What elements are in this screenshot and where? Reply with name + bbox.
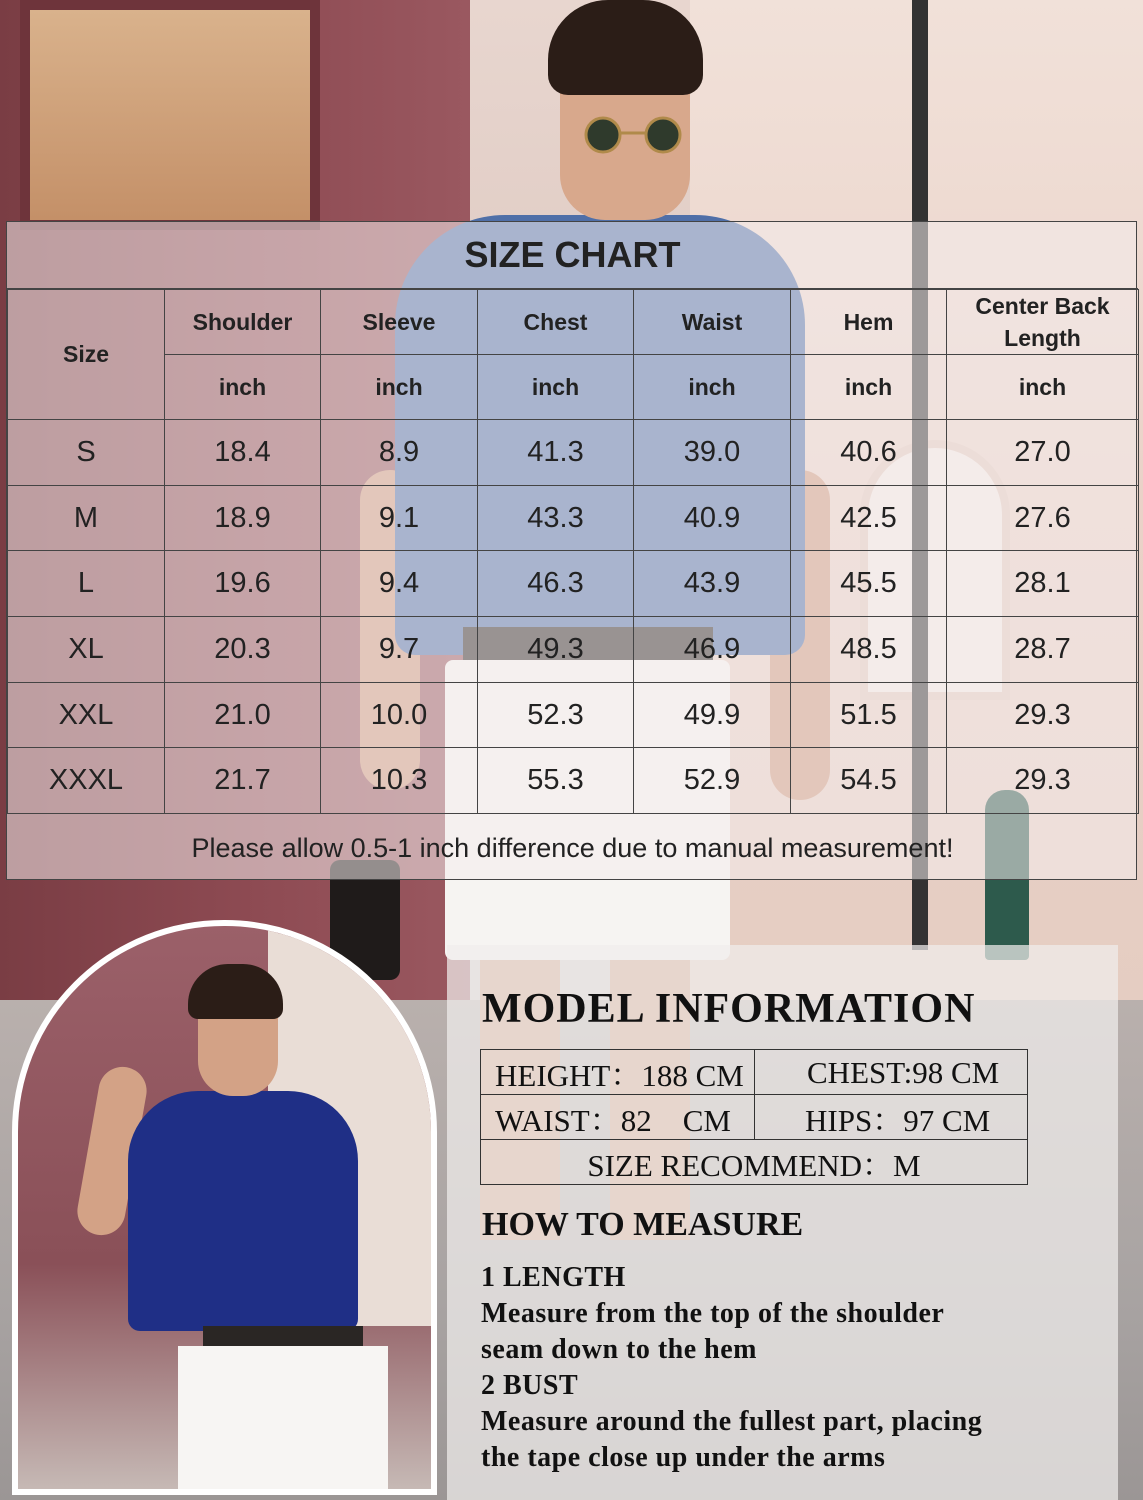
- shoulder-cell: 18.4: [165, 420, 321, 486]
- model-waist: WAIST：82 CM: [495, 1103, 731, 1138]
- column-header-sleeve: Sleeve: [321, 290, 478, 355]
- how-to-measure-title: HOW TO MEASURE: [482, 1206, 804, 1243]
- model-info-row: [481, 1095, 1027, 1140]
- size-chart-title: SIZE CHART: [7, 222, 1138, 289]
- background-shop-window: [20, 0, 320, 230]
- column-header-hem: Hem: [791, 290, 947, 355]
- size-chart-table: [7, 289, 1139, 814]
- header-row: [8, 290, 1139, 355]
- waist-cell: 39.0: [634, 420, 791, 486]
- measure-item-text: seam down to the hem: [481, 1334, 757, 1365]
- measure-item-text: Measure around the fullest part, placing: [481, 1406, 983, 1437]
- inset-model-photo: [12, 920, 437, 1495]
- hem-cell: 51.5: [791, 682, 947, 748]
- shoulder-cell: 21.7: [165, 748, 321, 814]
- column-header-shoulder: Shoulder: [165, 290, 321, 355]
- measure-item-text: the tape close up under the arms: [481, 1442, 886, 1473]
- model-info-table: [480, 1049, 1028, 1185]
- size-chart: [6, 221, 1137, 880]
- size-cell: XL: [8, 617, 165, 683]
- waist-cell: 43.9: [634, 551, 791, 617]
- table-row: [8, 617, 1139, 683]
- sunglasses-icon: [568, 115, 698, 155]
- model-height: HEIGHT：188 CM: [495, 1058, 744, 1093]
- model-chest: CHEST:98 CM: [807, 1054, 1000, 1090]
- shoulder-cell: 20.3: [165, 617, 321, 683]
- size-cell: XXXL: [8, 748, 165, 814]
- unit-row: [8, 355, 1139, 420]
- unit-label: inch: [321, 355, 478, 420]
- hem-cell: 48.5: [791, 617, 947, 683]
- inset-model-shorts: [178, 1346, 388, 1495]
- model-size-recommend: SIZE RECOMMEND：M: [587, 1148, 921, 1183]
- chest-cell: 43.3: [478, 485, 634, 551]
- table-row: [8, 551, 1139, 617]
- table-row: [8, 485, 1139, 551]
- chest-cell: 46.3: [478, 551, 634, 617]
- table-row: [8, 748, 1139, 814]
- sleeve-cell: 10.0: [321, 682, 478, 748]
- center-back-length-cell: 27.0: [947, 420, 1139, 486]
- model-info-row: [481, 1050, 1027, 1095]
- unit-label: inch: [165, 355, 321, 420]
- shoulder-cell: 18.9: [165, 485, 321, 551]
- table-row: [8, 420, 1139, 486]
- hem-cell: 40.6: [791, 420, 947, 486]
- chest-cell: 52.3: [478, 682, 634, 748]
- sleeve-cell: 9.7: [321, 617, 478, 683]
- center-back-length-cell: 29.3: [947, 682, 1139, 748]
- center-back-length-cell: 28.7: [947, 617, 1139, 683]
- model-info-row: [481, 1140, 1027, 1185]
- hem-cell: 42.5: [791, 485, 947, 551]
- waist-cell: 52.9: [634, 748, 791, 814]
- inset-model-shirt: [128, 1091, 358, 1331]
- shoulder-cell: 21.0: [165, 682, 321, 748]
- column-header-center-back-length: Center Back Length: [947, 290, 1139, 355]
- column-header-size: Size: [8, 290, 165, 420]
- sleeve-cell: 9.1: [321, 485, 478, 551]
- inset-model-belt: [203, 1326, 363, 1348]
- chest-cell: 49.3: [478, 617, 634, 683]
- waist-cell: 49.9: [634, 682, 791, 748]
- unit-label: inch: [634, 355, 791, 420]
- model-info-title: MODEL INFORMATION: [482, 986, 976, 1032]
- chest-cell: 55.3: [478, 748, 634, 814]
- center-back-length-cell: 27.6: [947, 485, 1139, 551]
- waist-cell: 40.9: [634, 485, 791, 551]
- hem-cell: 45.5: [791, 551, 947, 617]
- size-cell: L: [8, 551, 165, 617]
- column-header-chest: Chest: [478, 290, 634, 355]
- unit-label: inch: [947, 355, 1139, 420]
- model-hair: [548, 0, 703, 95]
- size-cell: S: [8, 420, 165, 486]
- sleeve-cell: 8.9: [321, 420, 478, 486]
- measure-item-title: 1 LENGTH: [481, 1262, 626, 1293]
- sleeve-cell: 9.4: [321, 551, 478, 617]
- measure-item-title: 2 BUST: [481, 1370, 579, 1401]
- hem-cell: 54.5: [791, 748, 947, 814]
- measure-item-text: Measure from the top of the shoulder: [481, 1298, 945, 1329]
- unit-label: inch: [791, 355, 947, 420]
- size-cell: XXL: [8, 682, 165, 748]
- chest-cell: 41.3: [478, 420, 634, 486]
- center-back-length-cell: 28.1: [947, 551, 1139, 617]
- unit-label: inch: [478, 355, 634, 420]
- sleeve-cell: 10.3: [321, 748, 478, 814]
- waist-cell: 46.9: [634, 617, 791, 683]
- shoulder-cell: 19.6: [165, 551, 321, 617]
- measurement-note: Please allow 0.5-1 inch difference due to manual measurement!: [191, 833, 954, 863]
- model-hips: HIPS：97 CM: [805, 1103, 991, 1138]
- size-cell: M: [8, 485, 165, 551]
- table-row: [8, 682, 1139, 748]
- column-header-waist: Waist: [634, 290, 791, 355]
- center-back-length-cell: 29.3: [947, 748, 1139, 814]
